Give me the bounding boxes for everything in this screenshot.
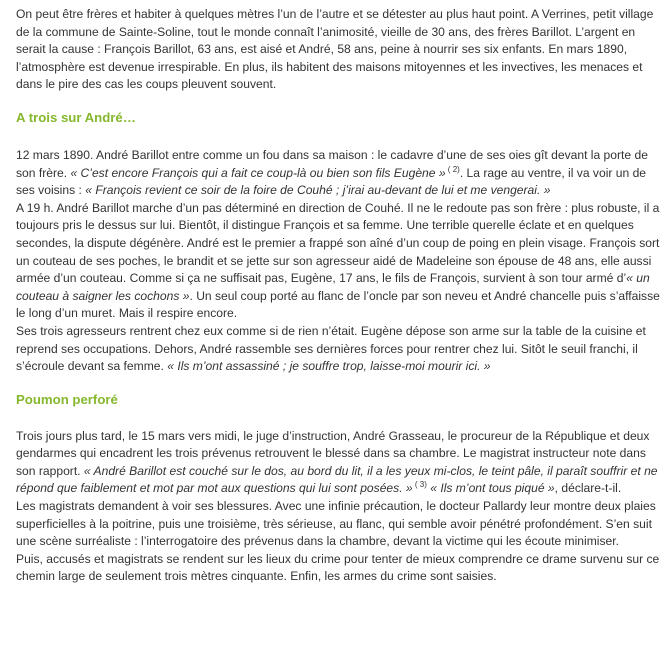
quote-rapport: « André Barillot est couché sur le dos, au bord du lit, il a les yeux mi-clos, le teint pâle, il paraît souffrir et ne répond que faiblement et mot par mot aux questions qui lui sont posées. » <box>16 463 658 496</box>
quote-vengerai: « François revient ce soir de la foire de Couhé ; j’irai au-devant de lui et me vengerai. » <box>85 183 551 198</box>
paragraph-blessures: Les magistrats demandent à voir ses blessures. Avec une infinie précaution, le docteur Pallardy leur montre deux plaies superficielles à la poitrine, puis une troisième, très sérieuse, au flanc, qui semble avoir pénétré profondément. S’en suit une scène surréaliste : l’interrogatoire des prévenus dans la chambre, devant la victime qui les écoute minimiser. <box>16 499 656 549</box>
section-heading-poumon-perfore: Poumon perforé <box>16 391 118 407</box>
paragraph-lieux-du-crime: Puis, accusés et magistrats se rendent sur les lieux du crime pour tenter de mieux comprendre ce drame survenu sur ce chemin large de seulement trois mètres cinquante. Enfin, les armes du crime sont saisies. <box>16 551 660 584</box>
text-run: Trois jours plus tard, le 15 mars vers midi, le juge d’instruction, André Grasseau, le procureur de la République et deux gendarmes qui encadrent les trois prévenus retrouvent le blessé dans sa chambre. Le magistrat instructeur note dans son rapport. <box>16 428 650 478</box>
paragraph-agresseurs <box>16 323 664 376</box>
quote-pique: « Ils m’ont tous piqué » <box>430 481 555 496</box>
text-run: 12 mars 1890. André Barillot entre comme un fou dans sa maison : le cadavre d’une de ses oies gît devant la porte de son frère. <box>16 147 648 180</box>
quote-francois: « C’est encore François qui a fait ce coup-là ou bien son fils Eugène » <box>70 165 446 180</box>
paragraph-12-mars <box>16 147 664 200</box>
section-heading-a-trois-sur-andre: A trois sur André… <box>16 109 136 125</box>
footnote-ref-2[interactable]: ( 2) <box>445 164 460 174</box>
footnote-ref-3[interactable]: ( 3) <box>412 480 427 490</box>
quote-couteau: « un couteau à saigner les cochons » <box>16 271 650 303</box>
intro-paragraph: On peut être frères et habiter à quelques mètres l’un de l’autre et se détester au plus haut point. A Verrines, petit village de la commune de Sainte-Soline, tout le monde connaît l’animosité, vieille de 30 ans, des frères Barillot. L’argent en serait la cause : François Barillot, 63 ans, est aisé et André, 58 ans, peine à nourrir ses six enfants. En mars 1890, l’atmosphère est devenue irrespirable. En plus, ils habitent des maisons mitoyennes et les invectives, les menaces et dans le pire des cas les coups pleuvent souvent. <box>16 7 654 92</box>
text-run: . La rage au ventre, il va voir un de ses voisins : <box>16 165 647 198</box>
text-run: A 19 h. André Barillot marche d’un pas déterminé en direction de Couhé. Il ne le redoute pas son frère : plus robuste, il a toujours pris le dessus sur lui. Bientôt, il distingue François et sa femme. Une terrible querelle éclate et en quelques secondes, la dispute dégénère. André est le premier a frappé son aîné d’un coup de poing en plein visage. François sort un couteau de ses poches, le brandit et se jette sur son agresseur aidé de Madeleine son épouse de 48 ans, elle aussi armée d’un couteau. Comme si ça ne suffisait pas, Eugène, 17 ans, le fils de François, survient à son tour armé d’ <box>16 200 660 286</box>
quote-assassine: « Ils m’ont assassiné ; je souffre trop, laisse-moi mourir ici. » <box>167 359 491 374</box>
text-run: , déclare-t-il. <box>554 481 622 496</box>
text-run: Ses trois agresseurs rentrent chez eux comme si de rien n’était. Eugène dépose son arme sur la table de la cuisine et reprend ses occupations. Dehors, André rassemble ses dernières forces pour rentrer chez lui. Sitôt le seuil franchi, il s’écroule devant sa femme. <box>16 323 646 374</box>
text-run: . Un seul coup porté au flanc de l’oncle par son neveu et André chancelle puis s’affaisse le long d’un muret. Mais il respire encore. <box>16 288 660 321</box>
paragraph-19h <box>16 200 664 323</box>
paragraph-trois-jours <box>16 428 664 498</box>
